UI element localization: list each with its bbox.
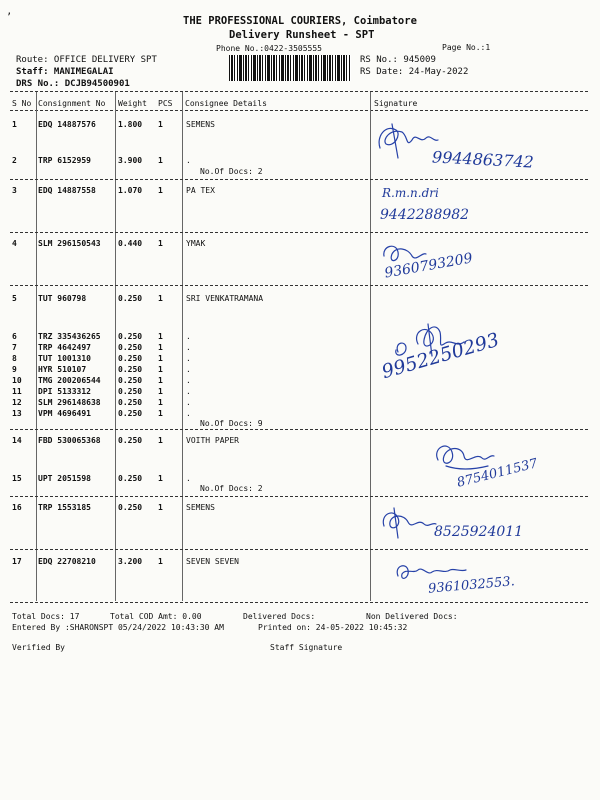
row-weight: 0.250 bbox=[118, 436, 143, 445]
row-consignee: . bbox=[186, 365, 191, 374]
row-consignee: . bbox=[186, 398, 191, 407]
row-pcs: 1 bbox=[158, 365, 163, 374]
rs-number: RS No.: 945009 bbox=[360, 55, 436, 65]
row-weight: 0.250 bbox=[118, 503, 143, 512]
row-pcs: 1 bbox=[158, 354, 163, 363]
row-weight: 1.070 bbox=[118, 186, 143, 195]
row-weight: 0.250 bbox=[118, 343, 143, 352]
row-consignee: . bbox=[186, 343, 191, 352]
row-pcs: 1 bbox=[158, 332, 163, 341]
row-weight: 0.250 bbox=[118, 387, 143, 396]
row-consignment: EDQ 22708210 bbox=[38, 557, 96, 566]
row-pcs: 1 bbox=[158, 294, 163, 303]
row-pcs: 1 bbox=[158, 409, 163, 418]
row-pcs: 1 bbox=[158, 398, 163, 407]
row-consignment: EDQ 14887576 bbox=[38, 120, 96, 129]
row-pcs: 1 bbox=[158, 503, 163, 512]
row-pcs: 1 bbox=[158, 156, 163, 165]
row-consignee: SEVEN SEVEN bbox=[186, 557, 239, 566]
docs-count: No.Of Docs: 2 bbox=[200, 484, 263, 493]
verified-by: Verified By bbox=[12, 643, 65, 652]
col-sep-2 bbox=[115, 92, 116, 601]
row-pcs: 1 bbox=[158, 387, 163, 396]
row-sno: 1 bbox=[12, 120, 17, 129]
stray-mark: ’ bbox=[6, 12, 13, 23]
row-sno: 12 bbox=[12, 398, 22, 407]
row-consignment: TRP 1553185 bbox=[38, 503, 91, 512]
staff: Staff: MANIMEGALAI bbox=[16, 67, 114, 77]
col-weight: Weight bbox=[118, 99, 147, 108]
row-weight: 1.800 bbox=[118, 120, 143, 129]
row-consignee: . bbox=[186, 354, 191, 363]
signature-name: R.m.n.dri bbox=[382, 186, 439, 200]
row-sno: 3 bbox=[12, 186, 17, 195]
row-sno: 17 bbox=[12, 557, 22, 566]
page-number: Page No.:1 bbox=[442, 43, 491, 52]
row-weight: 0.250 bbox=[118, 474, 143, 483]
row-consignee: . bbox=[186, 387, 191, 396]
runsheet-title: Delivery Runsheet - SPT bbox=[229, 29, 375, 41]
row-pcs: 1 bbox=[158, 376, 163, 385]
non-delivered-docs: Non Delivered Docs: bbox=[366, 612, 458, 621]
signature-phone: 8525924011 bbox=[434, 524, 524, 540]
table-bottom-rule bbox=[10, 602, 588, 603]
row-consignment: TUT 960798 bbox=[38, 294, 87, 303]
row-consignee: . bbox=[186, 474, 191, 483]
header-bottom-rule bbox=[10, 110, 588, 111]
row-weight: 0.250 bbox=[118, 332, 143, 341]
col-sep-1 bbox=[36, 92, 37, 601]
row-consignment: DPI 5133312 bbox=[38, 387, 91, 396]
group-rule bbox=[10, 285, 588, 286]
row-weight: 0.250 bbox=[118, 376, 143, 385]
group-rule bbox=[10, 496, 588, 497]
row-sno: 2 bbox=[12, 156, 17, 165]
row-consignee: . bbox=[186, 409, 191, 418]
col-signature: Signature bbox=[374, 99, 418, 108]
col-consignment: Consignment No bbox=[38, 99, 106, 108]
row-consignment: FBD 530065368 bbox=[38, 436, 101, 445]
row-sno: 16 bbox=[12, 503, 22, 512]
group-rule bbox=[10, 179, 588, 180]
rs-date: RS Date: 24-May-2022 bbox=[360, 67, 469, 77]
row-consignee: SRI VENKATRAMANA bbox=[186, 294, 264, 303]
row-consignee: VOITH PAPER bbox=[186, 436, 239, 445]
row-pcs: 1 bbox=[158, 436, 163, 445]
docs-count: No.Of Docs: 2 bbox=[200, 167, 263, 176]
total-docs: Total Docs: 17 bbox=[12, 612, 80, 621]
docs-count: No.Of Docs: 9 bbox=[200, 419, 263, 428]
row-sno: 6 bbox=[12, 332, 17, 341]
col-pcs: PCS bbox=[158, 99, 173, 108]
group-rule bbox=[10, 549, 588, 550]
row-sno: 14 bbox=[12, 436, 22, 445]
row-weight: 3.900 bbox=[118, 156, 143, 165]
signature-scribble bbox=[376, 504, 438, 540]
row-consignment: TRZ 335436265 bbox=[38, 332, 101, 341]
row-consignment: UPT 2051598 bbox=[38, 474, 91, 483]
col-sno: S No bbox=[12, 99, 32, 108]
row-pcs: 1 bbox=[158, 186, 163, 195]
row-pcs: 1 bbox=[158, 474, 163, 483]
row-sno: 10 bbox=[12, 376, 22, 385]
row-pcs: 1 bbox=[158, 343, 163, 352]
row-consignment: VPM 4696491 bbox=[38, 409, 91, 418]
row-weight: 0.440 bbox=[118, 239, 143, 248]
signature-phone: 9952250293 bbox=[379, 328, 502, 384]
signature-phone: 9361032553. bbox=[427, 574, 516, 597]
entered-by: Entered By :SHARONSPT 05/24/2022 10:43:30 AM bbox=[12, 623, 224, 632]
row-consignment: TUT 1001310 bbox=[38, 354, 91, 363]
phone-number: Phone No.:0422-3505555 bbox=[216, 44, 322, 53]
row-consignment: TRP 6152959 bbox=[38, 156, 91, 165]
row-sno: 9 bbox=[12, 365, 17, 374]
staff-signature: Staff Signature bbox=[270, 643, 343, 652]
row-pcs: 1 bbox=[158, 239, 163, 248]
row-sno: 7 bbox=[12, 343, 17, 352]
printed-on: Printed on: 24-05-2022 10:45:32 bbox=[258, 623, 408, 632]
row-consignee: . bbox=[186, 156, 191, 165]
row-sno: 15 bbox=[12, 474, 22, 483]
row-pcs: 1 bbox=[158, 120, 163, 129]
row-consignment: HYR 510107 bbox=[38, 365, 87, 374]
group-rule bbox=[10, 232, 588, 233]
signature-phone: 9442288982 bbox=[380, 207, 470, 223]
row-weight: 3.200 bbox=[118, 557, 143, 566]
header-top-rule bbox=[10, 91, 588, 92]
col-sep-3 bbox=[182, 92, 183, 601]
row-weight: 0.250 bbox=[118, 409, 143, 418]
group-rule bbox=[10, 429, 588, 430]
delivered-docs: Delivered Docs: bbox=[243, 612, 316, 621]
row-sno: 5 bbox=[12, 294, 17, 303]
col-sep-4 bbox=[370, 92, 371, 601]
row-sno: 11 bbox=[12, 387, 22, 396]
row-weight: 0.250 bbox=[118, 354, 143, 363]
row-consignee: . bbox=[186, 376, 191, 385]
signature-phone: 9944863742 bbox=[431, 147, 535, 172]
drs-number: DRS No.: DCJB94500901 bbox=[16, 79, 130, 89]
col-consignee: Consignee Details bbox=[185, 99, 267, 108]
row-consignment: TRP 4642497 bbox=[38, 343, 91, 352]
row-consignee: YMAK bbox=[186, 239, 206, 248]
barcode bbox=[229, 55, 351, 81]
row-consignment: EDQ 14887558 bbox=[38, 186, 96, 195]
row-weight: 0.250 bbox=[118, 294, 143, 303]
company-name: THE PROFESSIONAL COURIERS, Coimbatore bbox=[183, 15, 417, 27]
row-consignee: . bbox=[186, 332, 191, 341]
row-sno: 13 bbox=[12, 409, 22, 418]
row-sno: 4 bbox=[12, 239, 17, 248]
total-cod: Total COD Amt: 0.00 bbox=[110, 612, 202, 621]
row-consignee: SEMENS bbox=[186, 120, 215, 129]
signature-phone: 8754011537 bbox=[455, 456, 540, 491]
row-weight: 0.250 bbox=[118, 365, 143, 374]
row-consignee: PA TEX bbox=[186, 186, 215, 195]
signature-phone: 9360793209 bbox=[383, 250, 474, 282]
row-consignment: SLM 296148638 bbox=[38, 398, 101, 407]
row-pcs: 1 bbox=[158, 557, 163, 566]
row-weight: 0.250 bbox=[118, 398, 143, 407]
row-consignment: SLM 296150543 bbox=[38, 239, 101, 248]
row-consignment: TMG 200206544 bbox=[38, 376, 101, 385]
row-consignee: SEMENS bbox=[186, 503, 215, 512]
route: Route: OFFICE DELIVERY SPT bbox=[16, 55, 157, 65]
row-sno: 8 bbox=[12, 354, 17, 363]
